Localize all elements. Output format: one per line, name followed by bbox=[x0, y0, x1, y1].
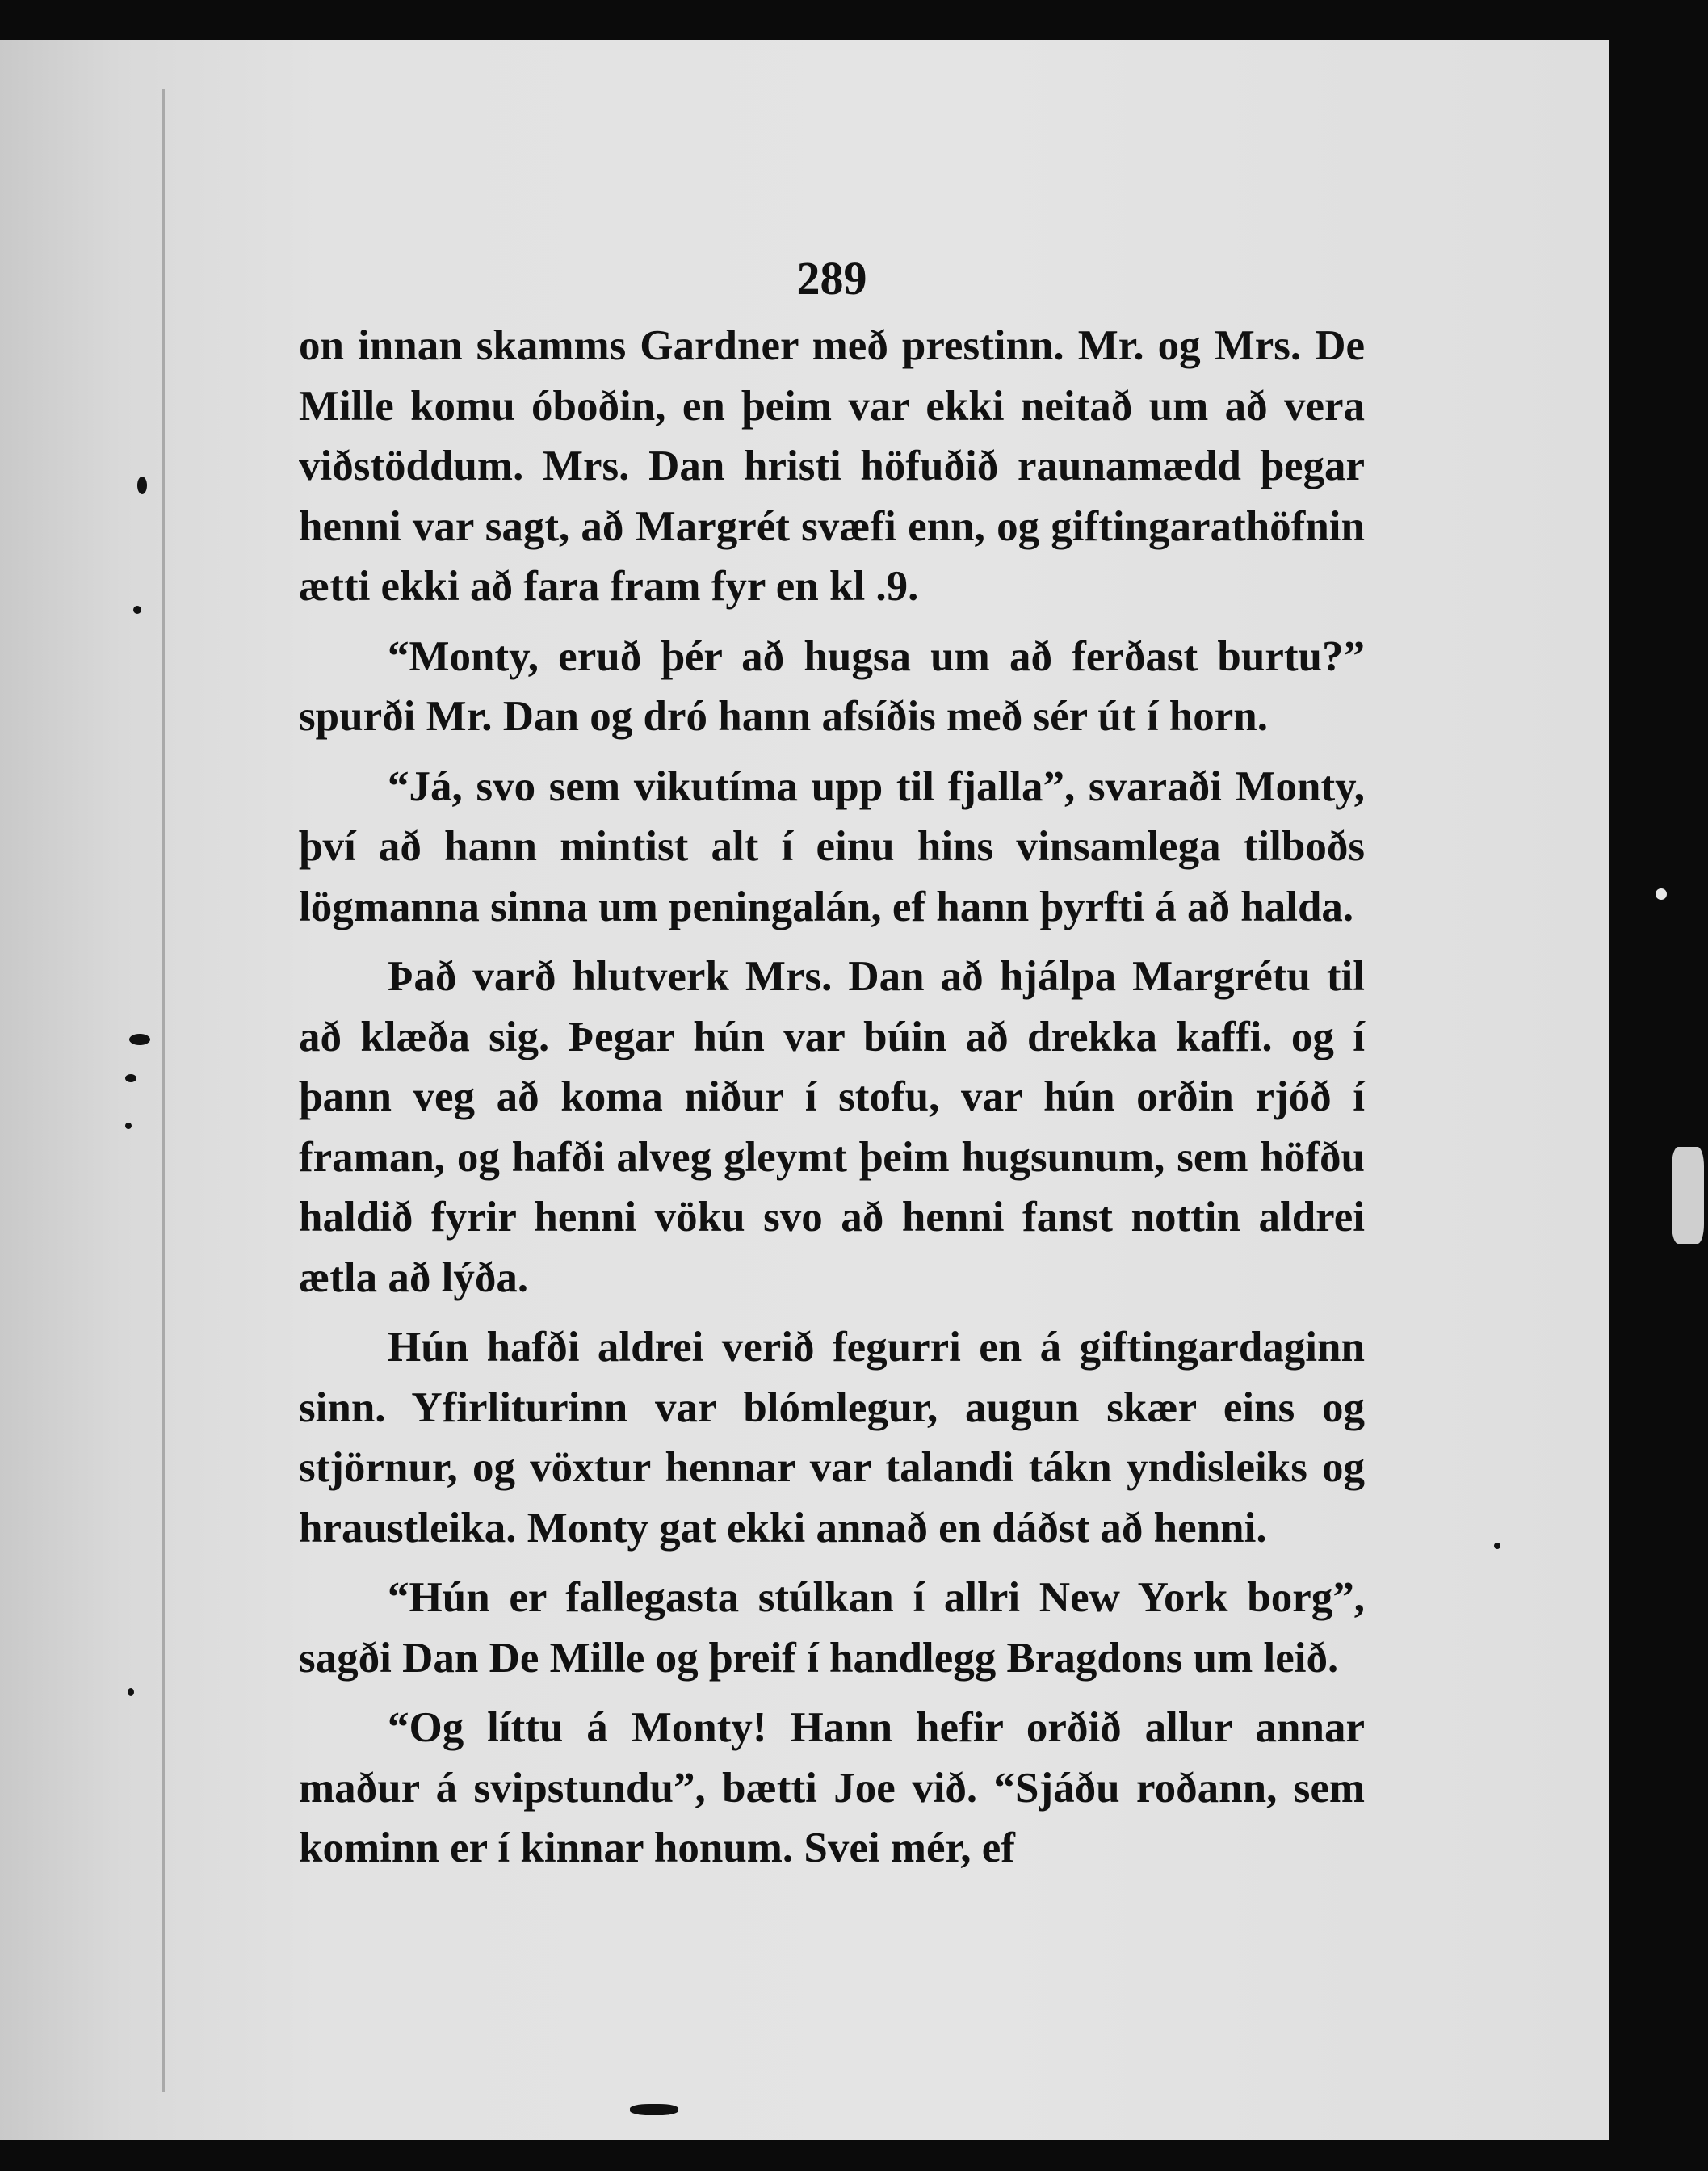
margin-speck bbox=[125, 1074, 136, 1082]
margin-speck bbox=[125, 1123, 132, 1129]
text-block bbox=[299, 246, 1365, 1888]
paragraph: “Monty, eruð þér að hugsa um að ferðast burtu?” spurði Mr. Dan og dró hann afsíðis með sér út í horn. bbox=[299, 632, 1365, 740]
margin-speck bbox=[133, 606, 141, 614]
margin-speck bbox=[137, 477, 147, 494]
paragraph: “Og líttu á Monty! Hann hefir orðið allur annar maður á svipstundu”, bætti Joe við. “Sjáðu roðann, sem kominn er í kinnar honum. Svei mér, ef bbox=[299, 1704, 1365, 1871]
margin-speck bbox=[1494, 1543, 1500, 1549]
margin-speck bbox=[129, 1034, 150, 1045]
margin-speck bbox=[128, 1688, 134, 1696]
paragraph: “Hún er fallegasta stúlkan í allri New York borg”, sagði Dan De Mille og þreif í handlegg Bragdons um leið. bbox=[299, 1574, 1365, 1682]
paragraph: Hún hafði aldrei verið fegurri en á giftingardaginn sinn. Yfirliturinn var blómlegur, augun skær eins og stjörnur, og vöxtur hennar var talandi tákn yndisleiks og hraustleika. Monty gat ekki annað en dáðst að henni. bbox=[299, 1324, 1365, 1552]
book-page bbox=[0, 40, 1609, 2140]
paragraph: on innan skamms Gardner með prestinn. Mr. og Mrs. De Mille komu óboðin, en þeim var ekki neitað um að vera viðstöddum. Mrs. Dan hristi höfuðið raunamædd þegar henni var sagt, að Margrét svæfi enn, og giftingarathöfnin ætti ekki að fara fram fyr en kl .9. bbox=[299, 322, 1365, 610]
right-edge-speck bbox=[1672, 1147, 1704, 1244]
page-fold-line bbox=[162, 89, 165, 2092]
paragraph: Það varð hlutverk Mrs. Dan að hjálpa Margrétu til að klæða sig. Þegar hún var búin að drekka kaffi. og í þann veg að koma niður í stofu, var hún orðin rjóð í framan, og hafði alveg gleymt þeim hugsunum, sem höfðu haldið fyrir henni vöku svo að henni fanst nottin aldrei ætla að lýða. bbox=[299, 953, 1365, 1301]
paragraph: “Já, svo sem vikutíma upp til fjalla”, svaraði Monty, því að hann mintist alt í einu hins vinsamlega tilboðs lögmanna sinna um peningalán, ef hann þyrfti á að halda. bbox=[299, 762, 1365, 930]
right-edge-speck bbox=[1656, 888, 1667, 900]
margin-speck bbox=[630, 2104, 678, 2115]
page-number: 289 bbox=[796, 252, 867, 304]
